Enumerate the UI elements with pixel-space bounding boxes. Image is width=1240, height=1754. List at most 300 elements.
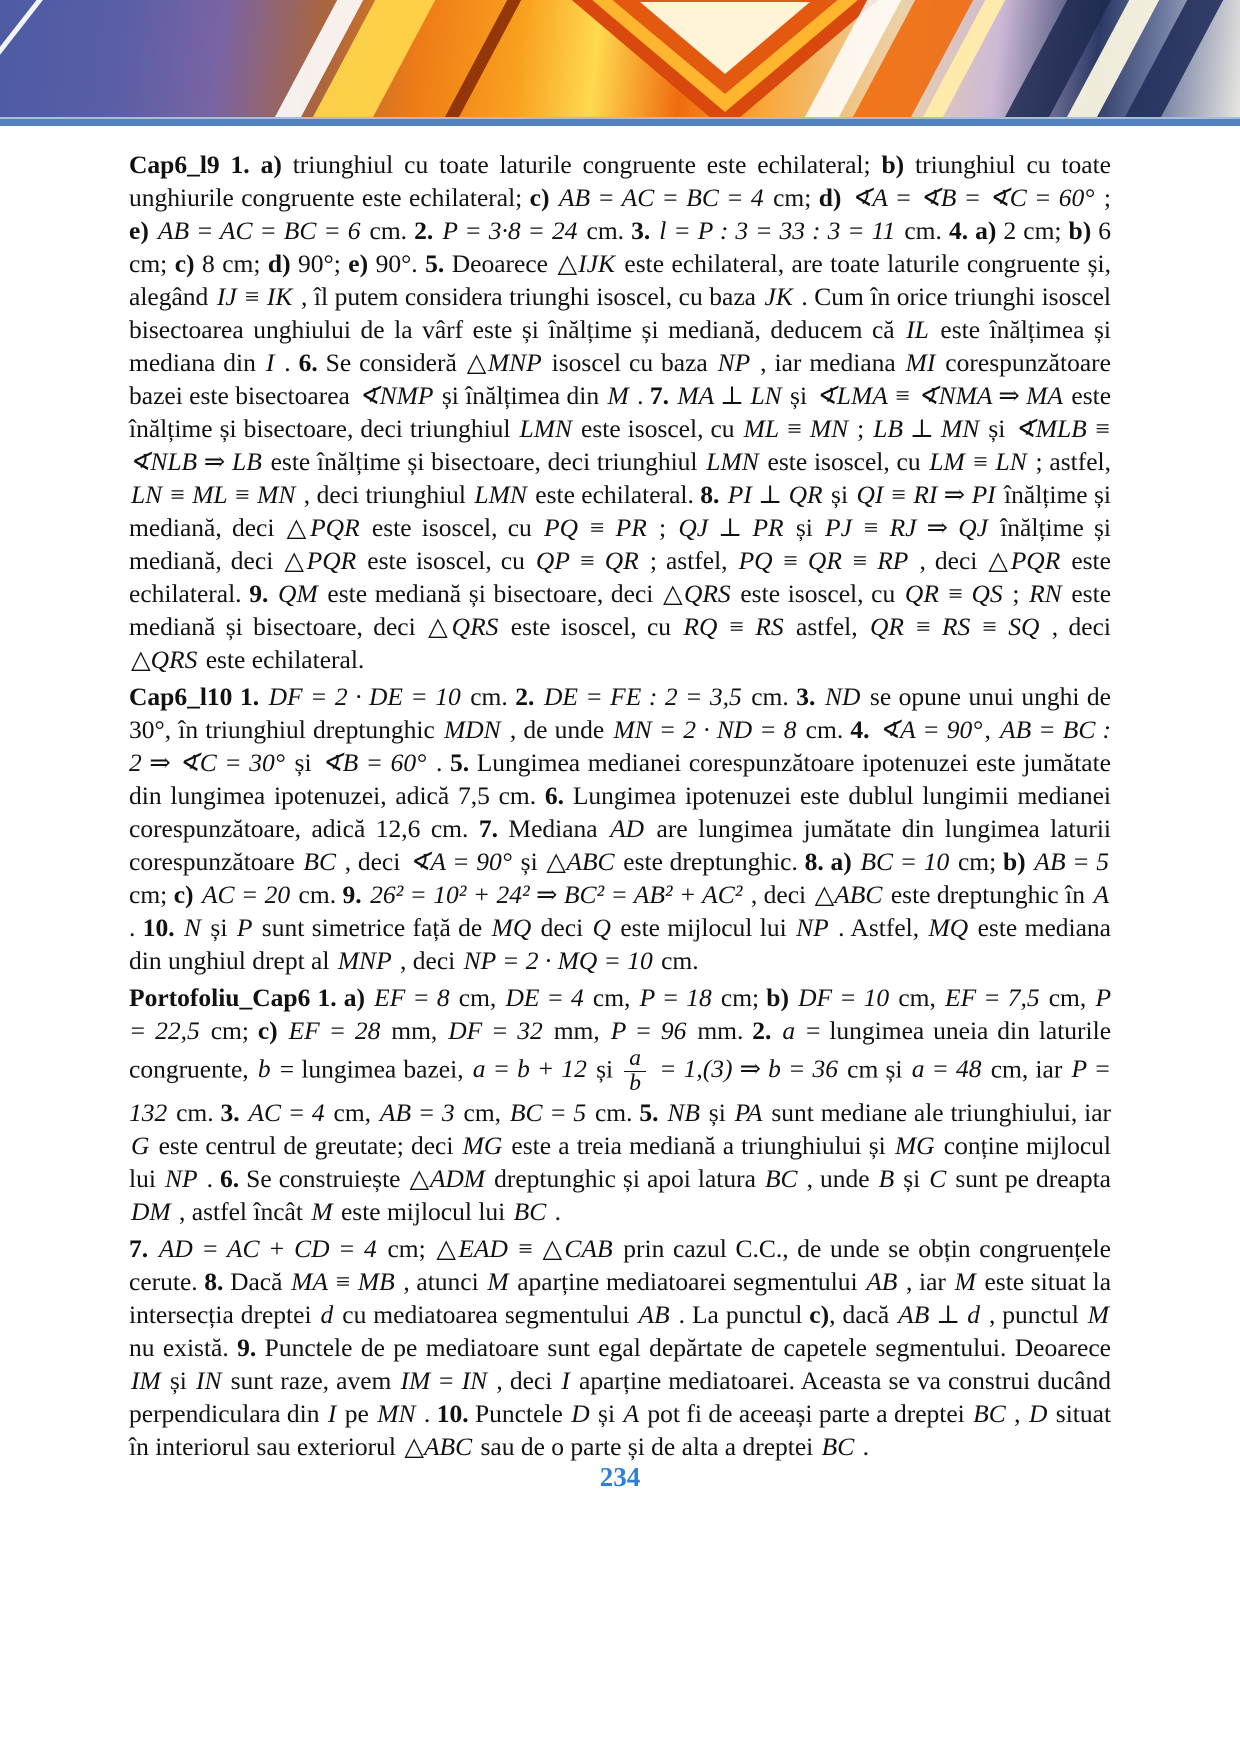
- text-run: 8.: [700, 480, 726, 509]
- text-run: P = 96: [610, 1016, 687, 1045]
- text-run: , de unde: [502, 715, 612, 744]
- text-run: c): [257, 1016, 287, 1045]
- text-run: 6.: [298, 348, 326, 377]
- text-run: ;: [850, 414, 872, 443]
- text-run: ,: [984, 715, 999, 744]
- text-run: b): [881, 150, 916, 179]
- text-run: cm;: [129, 880, 174, 909]
- text-run: și: [896, 1163, 928, 1193]
- text-run: cm.: [654, 946, 699, 975]
- text-run: este mediană și bisectoare, deci: [129, 579, 1112, 641]
- text-run: .: [428, 748, 450, 777]
- text-run: LMN: [519, 414, 572, 443]
- text-run: LMN: [706, 447, 759, 476]
- text-run: MA ⊥ LN: [677, 381, 782, 410]
- text-run: M: [607, 381, 629, 410]
- text-run: MN = 2 · ND = 8: [613, 715, 797, 744]
- text-run: , unde: [799, 1163, 877, 1193]
- text-run: △QRS: [663, 579, 731, 608]
- text-run: BC: [821, 1431, 855, 1461]
- text-run: cm,: [326, 1097, 378, 1127]
- text-run: cm.: [462, 682, 516, 711]
- text-run: se opune unui unghi de 30°, în triunghiul dreptunghic: [129, 682, 1112, 744]
- text-run: este isoscel, cu: [358, 546, 534, 575]
- text-run: și: [591, 1398, 622, 1428]
- text-run: = lungimea bazei,: [272, 1054, 471, 1084]
- text-run: cm,: [456, 1097, 508, 1127]
- text-run: a = b + 12: [472, 1054, 587, 1084]
- text-run: nu există.: [129, 1332, 238, 1362]
- text-run: △ABC: [404, 1431, 473, 1461]
- text-run: cm.: [588, 1097, 640, 1127]
- text-run: Punctele: [474, 1398, 570, 1428]
- text-run: cm;: [951, 847, 1003, 876]
- text-run: cm, iar: [983, 1054, 1070, 1084]
- text-run: MNP: [337, 946, 392, 975]
- text-run: P: [236, 913, 253, 942]
- text-run: MN: [377, 1398, 416, 1428]
- text-run: Se construiește: [246, 1163, 408, 1193]
- text-run: , deci: [744, 880, 813, 909]
- text-run: , deci triunghiul: [297, 480, 473, 509]
- text-run: 5.: [639, 1097, 666, 1127]
- text-run: este centrul de greutate; deci: [151, 1130, 461, 1160]
- text-run: . Astfel,: [830, 913, 927, 942]
- text-run: 5.: [449, 748, 477, 777]
- text-run: Cap6_l10 1.: [129, 682, 267, 711]
- text-run: și: [981, 414, 1013, 443]
- text-run: este isoscel, cu: [500, 612, 682, 641]
- text-run: înălțime și mediană, deci: [129, 513, 1111, 575]
- text-run: este înălțimea și mediana din: [129, 315, 1111, 377]
- text-run: și: [513, 847, 545, 876]
- text-run: cm.: [897, 216, 949, 245]
- decorative-banner: [0, 0, 1240, 126]
- text-run: .: [276, 348, 299, 377]
- text-run: cm și: [840, 1054, 910, 1084]
- text-run: 7.: [649, 381, 676, 410]
- text-run: 9.: [342, 880, 369, 909]
- text-run: LMN: [474, 480, 527, 509]
- text-run: b: [257, 1054, 271, 1084]
- text-run: 90°;: [298, 249, 349, 278]
- text-run: b): [1068, 216, 1099, 245]
- text-run: MQ: [491, 913, 532, 942]
- text-run: △MNP: [466, 348, 542, 377]
- text-run: d): [818, 183, 849, 212]
- text-run: înălțime și mediană, deci: [129, 480, 1112, 542]
- text-run: , deci: [337, 847, 408, 876]
- text-run: QI ≡ RI ⇒ PI: [856, 480, 996, 509]
- text-run: și: [286, 748, 320, 777]
- text-run: IL: [906, 315, 929, 344]
- text-run: este dreptunghic.: [616, 847, 805, 876]
- text-run: AD = AC + CD = 4: [158, 1233, 377, 1263]
- text-run: a = 48: [911, 1054, 982, 1084]
- text-run: P = 132: [129, 1054, 1112, 1127]
- text-run: QR ≡ QS: [904, 579, 1003, 608]
- text-run: , punctul: [981, 1299, 1086, 1329]
- text-run: triunghiul cu toate unghiurile congruente este echilateral;: [129, 150, 1111, 212]
- text-run: △QRS: [131, 645, 198, 674]
- text-run: mm,: [382, 1016, 447, 1045]
- text-run: QR ≡ RS ≡ SQ: [870, 612, 1040, 641]
- text-run: JK: [764, 282, 793, 311]
- text-run: = 1,(3) ⇒ b = 36: [652, 1054, 838, 1084]
- text-run: AC = 20: [201, 880, 291, 909]
- text-run: , iar mediana: [752, 348, 904, 377]
- text-run: △ADM: [409, 1163, 486, 1193]
- text-run: și: [824, 480, 855, 509]
- text-run: este a treia mediană a triunghiului și: [504, 1130, 893, 1160]
- text-run: MQ: [928, 913, 969, 942]
- text-run: aparține mediatoarei. Aceasta se va construi ducând perpendiculara din: [129, 1365, 1111, 1428]
- text-run: MG: [894, 1130, 935, 1160]
- text-run: M: [954, 1266, 976, 1296]
- text-run: , deci: [393, 946, 462, 975]
- text-run: . La punctul: [671, 1299, 810, 1329]
- text-run: I: [561, 1365, 570, 1395]
- text-run: l = P : 3 = 33 : 3 = 11: [659, 216, 896, 245]
- text-run: 9.: [249, 579, 277, 608]
- text-run: 2.: [752, 1016, 781, 1045]
- text-run: AB: [866, 1266, 898, 1296]
- text-run: și: [785, 513, 824, 542]
- text-run: este echilateral.: [528, 480, 701, 509]
- text-run: ;: [648, 513, 677, 542]
- text-run: Portofoliu_Cap6 1. a): [129, 983, 373, 1012]
- text-run: și: [783, 381, 814, 410]
- text-run: BC = 5: [509, 1097, 587, 1127]
- text-run: este înălțime și bisectoare, deci triunghiul: [129, 381, 1112, 443]
- text-run: 8. a): [804, 847, 859, 876]
- text-run: prin cazul C.C., de unde se obțin congruențele cerute.: [129, 1233, 1111, 1296]
- text-run: . Cum în orice triunghi isoscel bisectoarea unghiului de la vârf este și înălțime și mediană, deducem că: [129, 282, 1111, 344]
- text-run: = lungimea uneia din laturile congruente,: [129, 1016, 1112, 1084]
- text-run: ML ≡ MN: [743, 414, 849, 443]
- text-run: sau de o parte și de alta a dreptei: [474, 1431, 820, 1461]
- text-run: și înălțimea din: [435, 381, 606, 410]
- text-run: , deci: [489, 1365, 560, 1395]
- text-run: , atunci: [396, 1266, 486, 1296]
- text-run: cm;: [713, 983, 767, 1012]
- text-run: c): [174, 249, 202, 278]
- text-run: , deci: [1041, 612, 1111, 641]
- text-run: RQ ≡ RS: [683, 612, 784, 641]
- text-run: LN ≡ ML ≡ MN: [131, 480, 296, 509]
- text-run: c): [809, 1299, 830, 1329]
- text-run: RN: [1029, 579, 1062, 608]
- text-run: corespunzătoare bazei este bisectoarea: [129, 348, 1111, 410]
- text-run: NP: [717, 348, 751, 377]
- text-run: .: [548, 1196, 561, 1226]
- text-run: este isoscel, cu: [732, 579, 903, 608]
- text-run: DF = 10: [798, 983, 890, 1012]
- text-run: B: [878, 1163, 895, 1193]
- text-run: △PQR: [988, 546, 1061, 575]
- text-run: ; astfel,: [1028, 447, 1111, 476]
- solution-paragraph: [129, 1232, 1111, 1463]
- text-run: , deci: [910, 546, 987, 575]
- text-run: cm,: [891, 983, 944, 1012]
- text-run: MG: [462, 1130, 503, 1160]
- text-run: c): [529, 183, 557, 212]
- text-run: 9.: [237, 1332, 265, 1362]
- text-run: EF = 8: [374, 983, 450, 1012]
- text-run: I: [265, 348, 275, 377]
- text-run: Se consideră: [325, 348, 465, 377]
- text-run: 4.: [850, 715, 877, 744]
- text-run: AB = AC = BC = 6: [157, 216, 361, 245]
- text-run: AD: [610, 814, 645, 843]
- text-run: ; astfel,: [640, 546, 737, 575]
- text-run: cm.: [798, 715, 851, 744]
- text-run: △ABC: [546, 847, 615, 876]
- text-run: cm,: [585, 983, 638, 1012]
- text-run: este mijlocul lui: [612, 913, 795, 942]
- text-run: PJ ≡ RJ ⇒ QJ: [825, 513, 988, 542]
- text-run: .: [199, 1163, 220, 1193]
- text-run: 3.: [796, 682, 823, 711]
- text-run: DE = 4: [505, 983, 584, 1012]
- text-run: cm.: [362, 216, 415, 245]
- text-run: ∢A = ∢B = ∢C = 60°: [850, 183, 1095, 212]
- text-run: LB ⊥ MN: [873, 414, 980, 443]
- text-run: este isoscel, cu: [760, 447, 928, 476]
- text-run: și: [701, 1097, 733, 1127]
- text-run: b): [766, 983, 797, 1012]
- text-run: NP: [796, 913, 829, 942]
- text-run: astfel,: [785, 612, 868, 641]
- text-run: , dacă: [829, 1299, 897, 1329]
- text-run: mm,: [544, 1016, 609, 1045]
- text-run: NB: [667, 1097, 700, 1127]
- text-run: IJ ≡ IK: [216, 282, 293, 311]
- text-run: AB = AC = BC = 4: [558, 183, 764, 212]
- text-run: 3.: [220, 1097, 247, 1127]
- text-run: c): [173, 880, 200, 909]
- text-run: .: [129, 913, 143, 942]
- text-run: QJ ⊥ PR: [678, 513, 784, 542]
- text-run: 2.: [515, 682, 542, 711]
- text-run: QM: [278, 579, 318, 608]
- text-run: IM = IN: [400, 1365, 488, 1395]
- text-run: AB = 5: [1034, 847, 1109, 876]
- text-run: situat în interiorul sau exteriorul: [129, 1398, 1112, 1461]
- text-run: 8.: [204, 1266, 231, 1296]
- text-run: este echilateral.: [199, 645, 365, 674]
- text-run: Q: [592, 913, 611, 942]
- text-run: sunt raze, avem: [223, 1365, 399, 1395]
- text-run: PQ ≡ PR: [544, 513, 647, 542]
- text-run: P = 22,5: [129, 983, 1112, 1045]
- text-run: NP = 2 · MQ = 10: [463, 946, 653, 975]
- text-run: C: [929, 1163, 947, 1193]
- text-run: BC: [973, 1398, 1006, 1428]
- text-run: 7.: [129, 1233, 157, 1263]
- text-run: și: [162, 1365, 194, 1395]
- text-run: ∢NMP: [358, 381, 434, 410]
- text-run: PQ ≡ QR ≡ RP: [738, 546, 909, 575]
- text-run: IM: [131, 1365, 161, 1395]
- text-run: AC = 4: [248, 1097, 325, 1127]
- text-run: △ABC: [814, 880, 883, 909]
- text-run: b): [1002, 847, 1033, 876]
- text-run: aparține mediatoarei segmentului: [510, 1266, 865, 1296]
- text-run: este dreptunghic în: [884, 880, 1092, 909]
- text-run: deci: [533, 913, 591, 942]
- text-run: Cap6_l9 1. a): [129, 150, 293, 179]
- text-run: cm;: [765, 183, 819, 212]
- text-run: d: [320, 1299, 334, 1329]
- text-run: LM ≡ LN: [929, 447, 1027, 476]
- text-run: cm.: [169, 1097, 221, 1127]
- text-run: △PQR: [286, 513, 360, 542]
- banner-bottom-bar: [0, 117, 1240, 126]
- fraction-denominator: b: [629, 1069, 642, 1096]
- text-run: NP: [164, 1163, 198, 1193]
- text-run: AB = BC : 2 ⇒ ∢C = 30°: [129, 715, 1112, 777]
- text-run: și: [203, 913, 235, 942]
- text-run: DE = FE : 2 = 3,5: [543, 682, 742, 711]
- text-run: M: [487, 1266, 509, 1296]
- text-run: este mediana din unghiul drept al: [129, 913, 1111, 975]
- text-run: dreptunghic și apoi latura: [487, 1163, 763, 1193]
- text-run: 10.: [142, 913, 183, 942]
- text-run: I: [327, 1398, 337, 1428]
- text-run: AB: [638, 1299, 670, 1329]
- text-run: este situat la intersecția dreptei: [129, 1266, 1112, 1329]
- text-run: 10.: [436, 1398, 475, 1428]
- text-run: D: [571, 1398, 590, 1428]
- text-run: AB = 3: [379, 1097, 455, 1127]
- text-run: este înălțime și bisectoare, deci triunghiul: [263, 447, 705, 476]
- text-run: .: [417, 1398, 437, 1428]
- text-run: N: [184, 913, 202, 942]
- text-run: MA ≡ MB: [291, 1266, 395, 1296]
- text-run: ∢MLB ≡ ∢NLB ⇒ LB: [129, 414, 1111, 476]
- text-run: AB ⊥ d: [898, 1299, 980, 1329]
- text-run: sunt simetrice față de: [254, 913, 490, 942]
- text-run: ;: [1096, 183, 1111, 212]
- text-run: 4. a): [948, 216, 1004, 245]
- text-run: 26² = 10² + 24² ⇒ BC² = AB² + AC²: [370, 880, 743, 909]
- text-run: ∢B = 60°: [321, 748, 427, 777]
- text-run: △PQR: [284, 546, 357, 575]
- text-run: PA: [734, 1097, 763, 1127]
- text-run: D: [1028, 1398, 1048, 1428]
- text-run: cu mediatoarea segmentului: [335, 1299, 637, 1329]
- text-run: Deoarece: [451, 249, 556, 278]
- text-run: , astfel încât: [172, 1196, 310, 1226]
- text-run: BC: [764, 1163, 798, 1193]
- text-run: cm,: [1041, 983, 1094, 1012]
- text-run: 3.: [631, 216, 658, 245]
- text-run: , îl putem considera triunghi isoscel, cu baza: [294, 282, 763, 311]
- text-run: DF = 32: [448, 1016, 543, 1045]
- text-run: 5.: [425, 249, 452, 278]
- text-run: Mediana: [508, 814, 609, 843]
- text-run: EF = 28: [288, 1016, 381, 1045]
- text-run: △IJK: [557, 249, 615, 278]
- text-run: △QRS: [428, 612, 499, 641]
- text-run: .: [856, 1431, 869, 1461]
- text-run: DF = 2 · DE = 10: [268, 682, 461, 711]
- text-run: ;: [1004, 579, 1028, 608]
- text-run: BC = 10: [860, 847, 950, 876]
- text-run: ∢A = 90°: [878, 715, 983, 744]
- text-run: , iar: [899, 1266, 953, 1296]
- text-run: 6.: [220, 1163, 247, 1193]
- text-run: este echilateral.: [129, 546, 1111, 608]
- text-run: cm.: [579, 216, 632, 245]
- text-run: ∢LMA ≡ ∢NMA ⇒ MA: [815, 381, 1063, 410]
- text-run: DM: [131, 1196, 171, 1226]
- solution-paragraph: [129, 981, 1111, 1228]
- text-run: 2 cm;: [1003, 216, 1069, 245]
- text-run: MDN: [444, 715, 501, 744]
- text-run: isoscel cu baza: [543, 348, 716, 377]
- text-run: BC: [513, 1196, 547, 1226]
- text-run: Dacă: [230, 1266, 290, 1296]
- text-run: M: [311, 1196, 333, 1226]
- text-run: conține mijlocul lui: [129, 1130, 1111, 1193]
- text-run: are lungimea jumătate din lungimea laturii corespunzătoare: [129, 814, 1112, 876]
- text-run: e): [129, 216, 156, 245]
- text-run: este isoscel, cu: [573, 414, 742, 443]
- text-run: este mijlocul lui: [334, 1196, 512, 1226]
- text-run: G: [131, 1130, 150, 1160]
- text-run: sunt mediane ale triunghiului, iar: [764, 1097, 1112, 1127]
- text-run: 7.: [478, 814, 509, 843]
- text-run: △EAD ≡ △CAB: [436, 1233, 613, 1263]
- text-run: PI ⊥ QR: [727, 480, 823, 509]
- text-run: 8 cm;: [201, 249, 268, 278]
- text-run: BC: [303, 847, 336, 876]
- text-run: Lungimea medianei corespunzătoare ipotenuzei este jumătate din lungimea ipotenuzei, adică 7,5 cm.: [129, 748, 1112, 810]
- text-run: 6 cm;: [129, 216, 1112, 278]
- text-run: este mediană și bisectoare, deci: [319, 579, 662, 608]
- text-run: EF = 7,5: [945, 983, 1040, 1012]
- text-run: cm;: [378, 1233, 435, 1263]
- text-run: 2.: [414, 216, 441, 245]
- text-run: cm;: [201, 1016, 258, 1045]
- text-run: triunghiul cu toate laturile congruente este echilateral;: [292, 150, 882, 179]
- text-run: a: [782, 1016, 796, 1045]
- solution-paragraph: [129, 148, 1111, 676]
- text-run: 90°.: [375, 249, 426, 278]
- text-run: A: [1093, 880, 1110, 909]
- text-run: Lungimea ipotenuzei este dublul lungimii medianei corespunzătoare, adică 12,6 cm.: [129, 781, 1111, 843]
- text-run: P = 18: [639, 983, 712, 1012]
- solutions-body: [129, 126, 1111, 1463]
- fraction: [620, 1047, 650, 1096]
- page-number: 234: [599, 1462, 641, 1492]
- text-run: Punctele de pe mediatoare sunt egal depărtate de capetele segmentului. Deoarece: [264, 1332, 1111, 1362]
- text-run: d): [267, 249, 299, 278]
- fraction-numerator: a: [624, 1047, 646, 1072]
- text-run: este echilateral, are toate laturile congruente și, alegând: [129, 249, 1111, 311]
- text-run: cm.: [292, 880, 343, 909]
- text-run: QP ≡ QR: [535, 546, 639, 575]
- text-run: cm.: [743, 682, 797, 711]
- solution-paragraph: [129, 680, 1111, 977]
- text-run: ,: [1007, 1398, 1027, 1428]
- text-run: 6.: [544, 781, 573, 810]
- text-run: este isoscel, cu: [361, 513, 543, 542]
- text-run: MI: [905, 348, 936, 377]
- text-run: ND: [824, 682, 861, 711]
